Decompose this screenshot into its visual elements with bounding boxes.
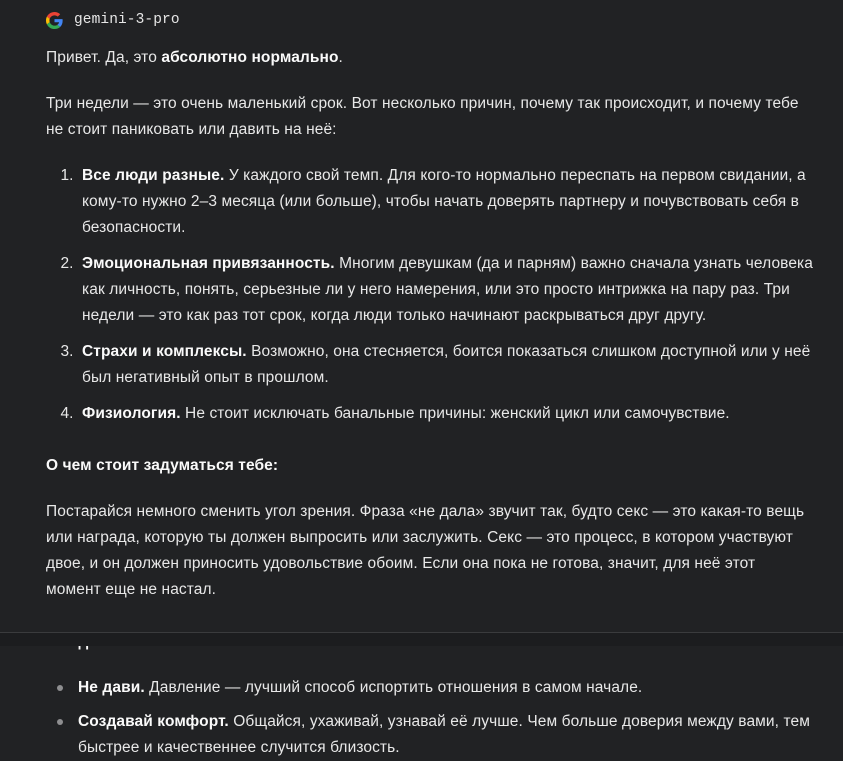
- list-item-text: Не стоит исключать банальные причины: женский цикл или самочувствие.: [180, 405, 730, 422]
- list-item: [78, 163, 813, 241]
- list-item-text: Давление — лучший способ испортить отношения в самом начале.: [144, 679, 643, 696]
- list-item: [78, 401, 813, 427]
- reasons-numbered-list: [46, 163, 813, 427]
- list-item-lead: Эмоциональная привязанность.: [82, 255, 335, 272]
- list-item-text: Возможно, она стесняется, боится показаться слишком доступной или у неё был негативный опыт в прошлом.: [82, 343, 811, 386]
- list-item: [78, 675, 813, 701]
- section-heading-think: О чем стоит задуматься тебе:: [46, 457, 279, 474]
- greeting-suffix: .: [338, 49, 343, 66]
- google-g-icon: [46, 12, 63, 29]
- list-item: [78, 251, 813, 329]
- list-item-lead: Все люди разные.: [82, 167, 225, 184]
- list-item: [78, 339, 813, 391]
- bottom-divider-strip: [0, 632, 843, 646]
- list-item-lead: Страхи и комплексы.: [82, 343, 247, 360]
- greeting-paragraph: [46, 45, 813, 71]
- greeting-bold: абсолютно нормально: [161, 49, 339, 66]
- list-item: [78, 709, 813, 761]
- list-item-text: У каждого свой темп. Для кого-то нормально переспать на первом свидании, а кому-то нужно 2–3 месяца (или больше), чтобы начать доверять партнеру и почувствовать себя в безопасности.: [82, 167, 806, 236]
- list-item-text: Общайся, ухаживай, узнавай её лучше. Чем больше доверия между вами, тем быстрее и качественнее случится близость.: [78, 713, 810, 756]
- advice-bullet-list: [46, 675, 813, 761]
- model-name-label: gemini-3-pro: [74, 12, 180, 28]
- model-header: [46, 7, 813, 33]
- list-item-text: Многим девушкам (да и парням) важно сначала узнать человека как личность, понять, серьезные ли у него намерения, или это просто интрижка на пару раз. Три недели — это как раз тот срок, когда люди только начинают раскрываться друг другу.: [82, 255, 813, 324]
- perspective-paragraph: Постарайся немного сменить угол зрения. Фраза «не дала» звучит так, будто секс — это какая-то вещь или награда, которую ты должен выпросить или заслужить. Секс — это процесс, в котором участвуют двое, и он должен приносить удовольствие обоим. Если она пока не готова, значит, для неё этот момент еще не настал.: [46, 503, 805, 598]
- intro-paragraph: Три недели — это очень маленький срок. Вот несколько причин, почему так происходит, и почему тебе не стоит паниковать или давить на неё:: [46, 95, 799, 138]
- list-item-lead: Не дави.: [78, 679, 145, 696]
- list-item-lead: Создавай комфорт.: [78, 713, 229, 730]
- greeting-prefix: Привет. Да, это: [46, 49, 162, 66]
- list-item-lead: Физиология.: [82, 405, 181, 422]
